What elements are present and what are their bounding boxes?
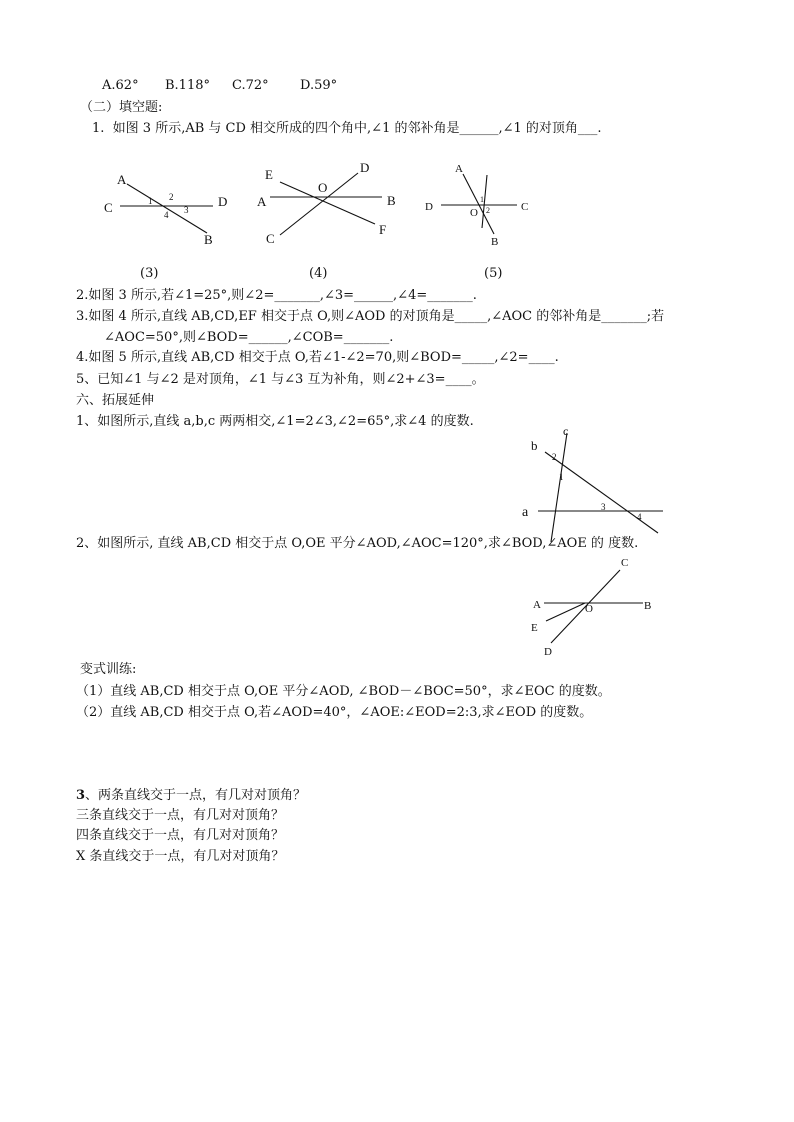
ext1-angle-3: 3 — [601, 502, 606, 512]
fig4-label-a: A — [257, 194, 267, 209]
fig3-angle-1: 1 — [148, 196, 153, 206]
fig5-angle-1: 1 — [480, 195, 484, 204]
fig5-label-a: A — [455, 163, 463, 175]
ext2-label-c: C — [621, 557, 629, 569]
ext2-label-o: O — [585, 603, 593, 615]
figure-3 — [95, 162, 240, 252]
fig4-label-f: F — [379, 222, 387, 237]
fig4-label-o: O — [318, 180, 328, 195]
fig5-angle-2: 2 — [486, 206, 490, 215]
fig3-label-b: B — [204, 232, 213, 247]
fig3-label-a: A — [117, 172, 127, 187]
figure-3-caption: (3) — [140, 266, 159, 281]
question-1: 1. 如图 3 所示,AB 与 CD 相交所成的四个角中,∠1 的邻补角是______,∠1 的对顶角___. — [92, 121, 602, 136]
ext1-label-c: c — [563, 424, 569, 438]
choice-a: A.62° — [102, 78, 139, 93]
question-3-intro — [76, 788, 306, 804]
section-fill-blank-title: （二）填空题: — [80, 100, 163, 115]
fig4-label-e: E — [265, 167, 273, 182]
variant-training-title: 变式训练: — [80, 662, 137, 677]
fig3-angle-4: 4 — [164, 210, 169, 220]
ext1-label-b: b — [531, 438, 538, 453]
question-3-line-2: ∠AOC=50°,则∠BOD=______,∠COB=_______. — [104, 330, 394, 345]
variant-question-1: （1）直线 AB,CD 相交于点 O,OE 平分∠AOD, ∠BOD－∠BOC=50°，求∠EOC 的度数。 — [76, 684, 611, 699]
fig3-label-d: D — [218, 194, 228, 209]
fig4-label-b: B — [387, 193, 396, 208]
figure-extension-1 — [515, 425, 670, 545]
extension-question-1: 1、如图所示,直线 a,b,c 两两相交,∠1=2∠3,∠2=65°,求∠4 的度数. — [76, 414, 474, 429]
ext2-label-d: D — [544, 646, 552, 658]
ext1-angle-1: 1 — [559, 472, 564, 482]
section-extension-title: 六、拓展延伸 — [76, 393, 155, 408]
question-4: 4.如图 5 所示,直线 AB,CD 相交于点 O,若∠1-∠2=70,则∠BOD=_____,∠2=____. — [76, 350, 559, 365]
question-3-four-lines: 四条直线交于一点，有几对对顶角？ — [76, 828, 285, 843]
choice-b: B.118° — [165, 78, 210, 93]
figure-extension-2 — [528, 555, 663, 660]
question-3-line-1: 3.如图 4 所示,直线 AB,CD,EF 相交于点 O,则∠AOD 的对顶角是_____,∠AOC 的邻补角是_______;若 — [76, 309, 665, 324]
question-5: 5、已知∠1 与∠2 是对顶角，∠1 与∠3 互为补角，则∠2+∠3=____。 — [76, 372, 485, 387]
fig3-angle-3: 3 — [184, 205, 189, 215]
choice-c: C.72° — [232, 78, 269, 93]
fig5-label-o: O — [470, 207, 478, 219]
figure-4 — [250, 155, 410, 250]
figure-5 — [420, 158, 540, 253]
question-2: 2.如图 3 所示,若∠1=25°,则∠2=_______,∠3=______,∠4=_______. — [76, 288, 477, 303]
question-3-three-lines: 三条直线交于一点，有几对对顶角？ — [76, 808, 285, 823]
fig3-angle-2: 2 — [169, 192, 174, 202]
ext2-label-b: B — [644, 600, 652, 612]
extension-question-2: 2、如图所示, 直线 AB,CD 相交于点 O,OE 平分∠AOD,∠AOC=120°,求∠BOD,∠AOE 的 度数. — [76, 536, 639, 551]
ext2-label-a: A — [533, 599, 541, 611]
fig4-label-d: D — [360, 160, 370, 175]
fig4-label-c: C — [266, 231, 275, 246]
fig5-label-d: D — [425, 201, 433, 213]
fig5-label-c: C — [521, 201, 529, 213]
figure-4-caption: (4) — [309, 266, 328, 281]
ext1-angle-2: 2 — [552, 452, 557, 462]
ext1-label-a: a — [522, 505, 529, 520]
question-3-number: 3 — [76, 788, 86, 803]
question-3-x-lines: X 条直线交于一点，有几对对顶角？ — [76, 849, 285, 864]
choice-d: D.59° — [300, 78, 338, 93]
fig5-label-b: B — [491, 236, 499, 248]
fig3-label-c: C — [104, 200, 113, 215]
figure-5-caption: (5) — [484, 266, 503, 281]
question-3-text: 、两条直线交于一点，有几对对顶角？ — [85, 788, 307, 803]
ext1-angle-4: 4 — [637, 512, 642, 522]
ext2-label-e: E — [531, 622, 538, 634]
variant-question-2: （2）直线 AB,CD 相交于点 O,若∠AOD=40°，∠AOE:∠EOD=2:3,求∠EOD 的度数。 — [76, 705, 593, 720]
